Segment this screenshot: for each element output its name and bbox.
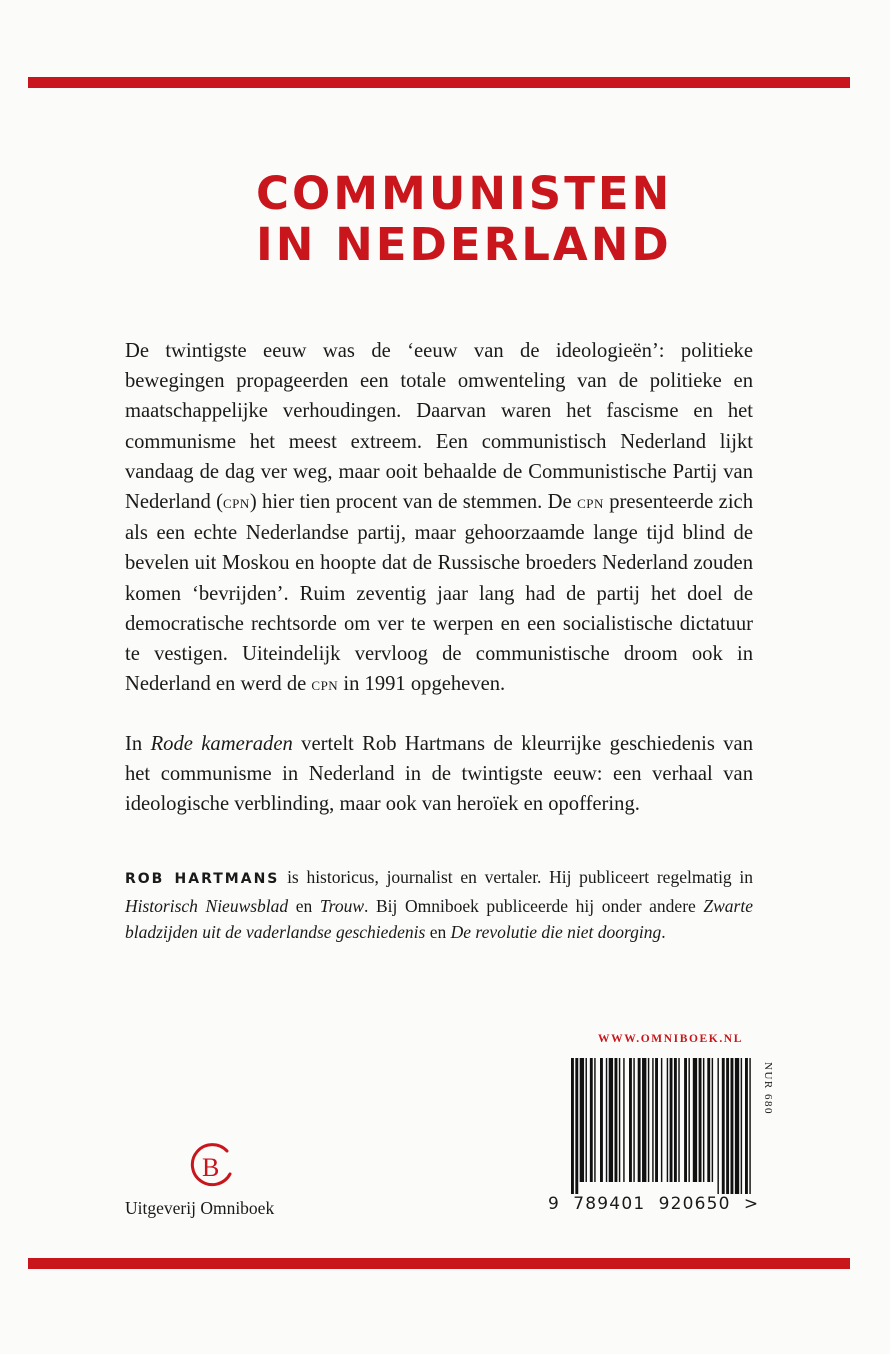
barcode-bar (629, 1058, 632, 1182)
abbreviation-cpn: cpn (311, 674, 339, 696)
website-url: WWW.OMNIBOEK.NL (598, 1033, 743, 1045)
barcode-bar (703, 1058, 704, 1182)
isbn-lead-digit: 9 (548, 1194, 561, 1214)
barcode-bar (735, 1058, 739, 1194)
barcode-bar (726, 1058, 729, 1194)
blurb-text: ) hier tien procent van de stemmen. De (249, 491, 578, 514)
barcode-bar (600, 1058, 603, 1182)
blurb-text: in 1991 opgeheven. (338, 673, 506, 696)
blurb-text: vertelt Rob Hartmans de kleurrijke geschiedenis van het communisme in Nederland in de twintigste eeuw: een verhaal van ideologische verblinding, maar ook van heroïek en opoffering. (125, 733, 753, 816)
barcode-bar (606, 1058, 607, 1182)
author-bio (125, 864, 753, 946)
publication-title: Historisch Nieuwsblad (125, 895, 289, 916)
barcode-bar (712, 1058, 713, 1182)
barcode-bar (693, 1058, 697, 1182)
bio-text: . (661, 922, 666, 942)
author-name: ROB HARTMANS (125, 871, 280, 887)
barcode-bar (722, 1058, 725, 1194)
isbn-group-2: 920650 (658, 1194, 731, 1214)
abbreviation-cpn: cpn (577, 492, 604, 514)
barcode-bar (741, 1058, 742, 1194)
barcode-bar (575, 1058, 578, 1194)
isbn-quiet-zone-marker: > (743, 1194, 760, 1214)
title-line-1: COMMUNISTEN (256, 167, 673, 220)
bio-text: is historicus, journalist en vertaler. Hij publiceert regelmatig in (279, 867, 753, 887)
barcode-bar (684, 1058, 687, 1182)
blurb-text: In (125, 733, 151, 755)
bottom-red-rule (28, 1258, 850, 1269)
barcode-bar (580, 1058, 584, 1182)
logo-letter: B (202, 1153, 220, 1182)
barcode (567, 1058, 757, 1196)
barcode-bar (667, 1058, 668, 1182)
isbn-group-1: 789401 (573, 1194, 646, 1214)
barcode-bar (745, 1058, 748, 1194)
barcode-bar (619, 1058, 620, 1182)
barcode-bar (590, 1058, 593, 1182)
barcode-bar (652, 1058, 653, 1182)
barcode-graphic (567, 1058, 757, 1196)
bio-text: en (425, 922, 451, 942)
barcode-bar (638, 1058, 641, 1182)
barcode-bar (615, 1058, 618, 1182)
blurb-text: presenteerde zich als een echte Nederlandse partij, maar gehoorzaamde lange tijd blind de bevelen uit Moskou en hoopte dat de Russische broeders Nederland zouden komen ‘bevrijden’. Ruim zeventig jaar lang had de partij het doel de democratische rechtsorde om ver te werpen en een socialistische dictatuur te vestigen. Uiteindelijk vervloog de communistische droom ook in Nederland en werd de (125, 491, 753, 696)
book-reference: Zwarte bladzijden uit de vaderlandse geschiedenis (125, 895, 753, 942)
top-red-rule (28, 77, 850, 88)
bio-text: en (288, 895, 320, 916)
abbreviation-cpn: cpn (223, 492, 250, 514)
book-title (256, 168, 676, 270)
barcode-bar (749, 1058, 750, 1194)
blurb-paragraph-1 (125, 336, 753, 700)
barcode-bar (717, 1058, 718, 1194)
barcode-bar (586, 1058, 587, 1182)
barcode-bar (571, 1058, 574, 1194)
publication-title: Trouw (319, 895, 364, 916)
barcode-bar (678, 1058, 679, 1182)
title-line-2: IN NEDERLAND (256, 218, 672, 271)
book-title-reference: Rode kameraden (150, 733, 293, 755)
barcode-bar (642, 1058, 646, 1182)
barcode-bar (699, 1058, 702, 1182)
book-reference: De revolutie die niet doorging (450, 922, 662, 942)
barcode-bar (731, 1058, 734, 1194)
barcode-bar (648, 1058, 649, 1182)
isbn-digits (548, 1194, 759, 1214)
barcode-bar (655, 1058, 658, 1182)
barcode-bar (707, 1058, 710, 1182)
barcode-bar (688, 1058, 689, 1182)
barcode-bar (623, 1058, 624, 1182)
omniboek-logo-icon (186, 1140, 236, 1190)
blurb-text: De twintigste eeuw was de ‘eeuw van de ideologieën’: politieke bewegingen propageerden een totale omwenteling van de politieke en maatschappelijke verhoudingen. Daarvan waren het fascisme en het communisme het meest extreem. Een communistisch Nederland lijkt vandaag de dag ver weg, maar ooit behaalde de Communistische Partij van Nederland ( (125, 340, 753, 514)
nur-code: NUR 680 (762, 1062, 774, 1115)
blurb-paragraph-2 (125, 729, 753, 820)
publisher-name: Uitgeverij Omniboek (125, 1198, 275, 1218)
barcode-bar (670, 1058, 673, 1182)
bio-text: . Bij Omniboek publiceerde hij onder andere (364, 895, 704, 916)
barcode-bar (594, 1058, 595, 1182)
barcode-bar (633, 1058, 634, 1182)
barcode-bar (661, 1058, 662, 1182)
barcode-bar (674, 1058, 677, 1182)
barcode-bar (609, 1058, 613, 1182)
